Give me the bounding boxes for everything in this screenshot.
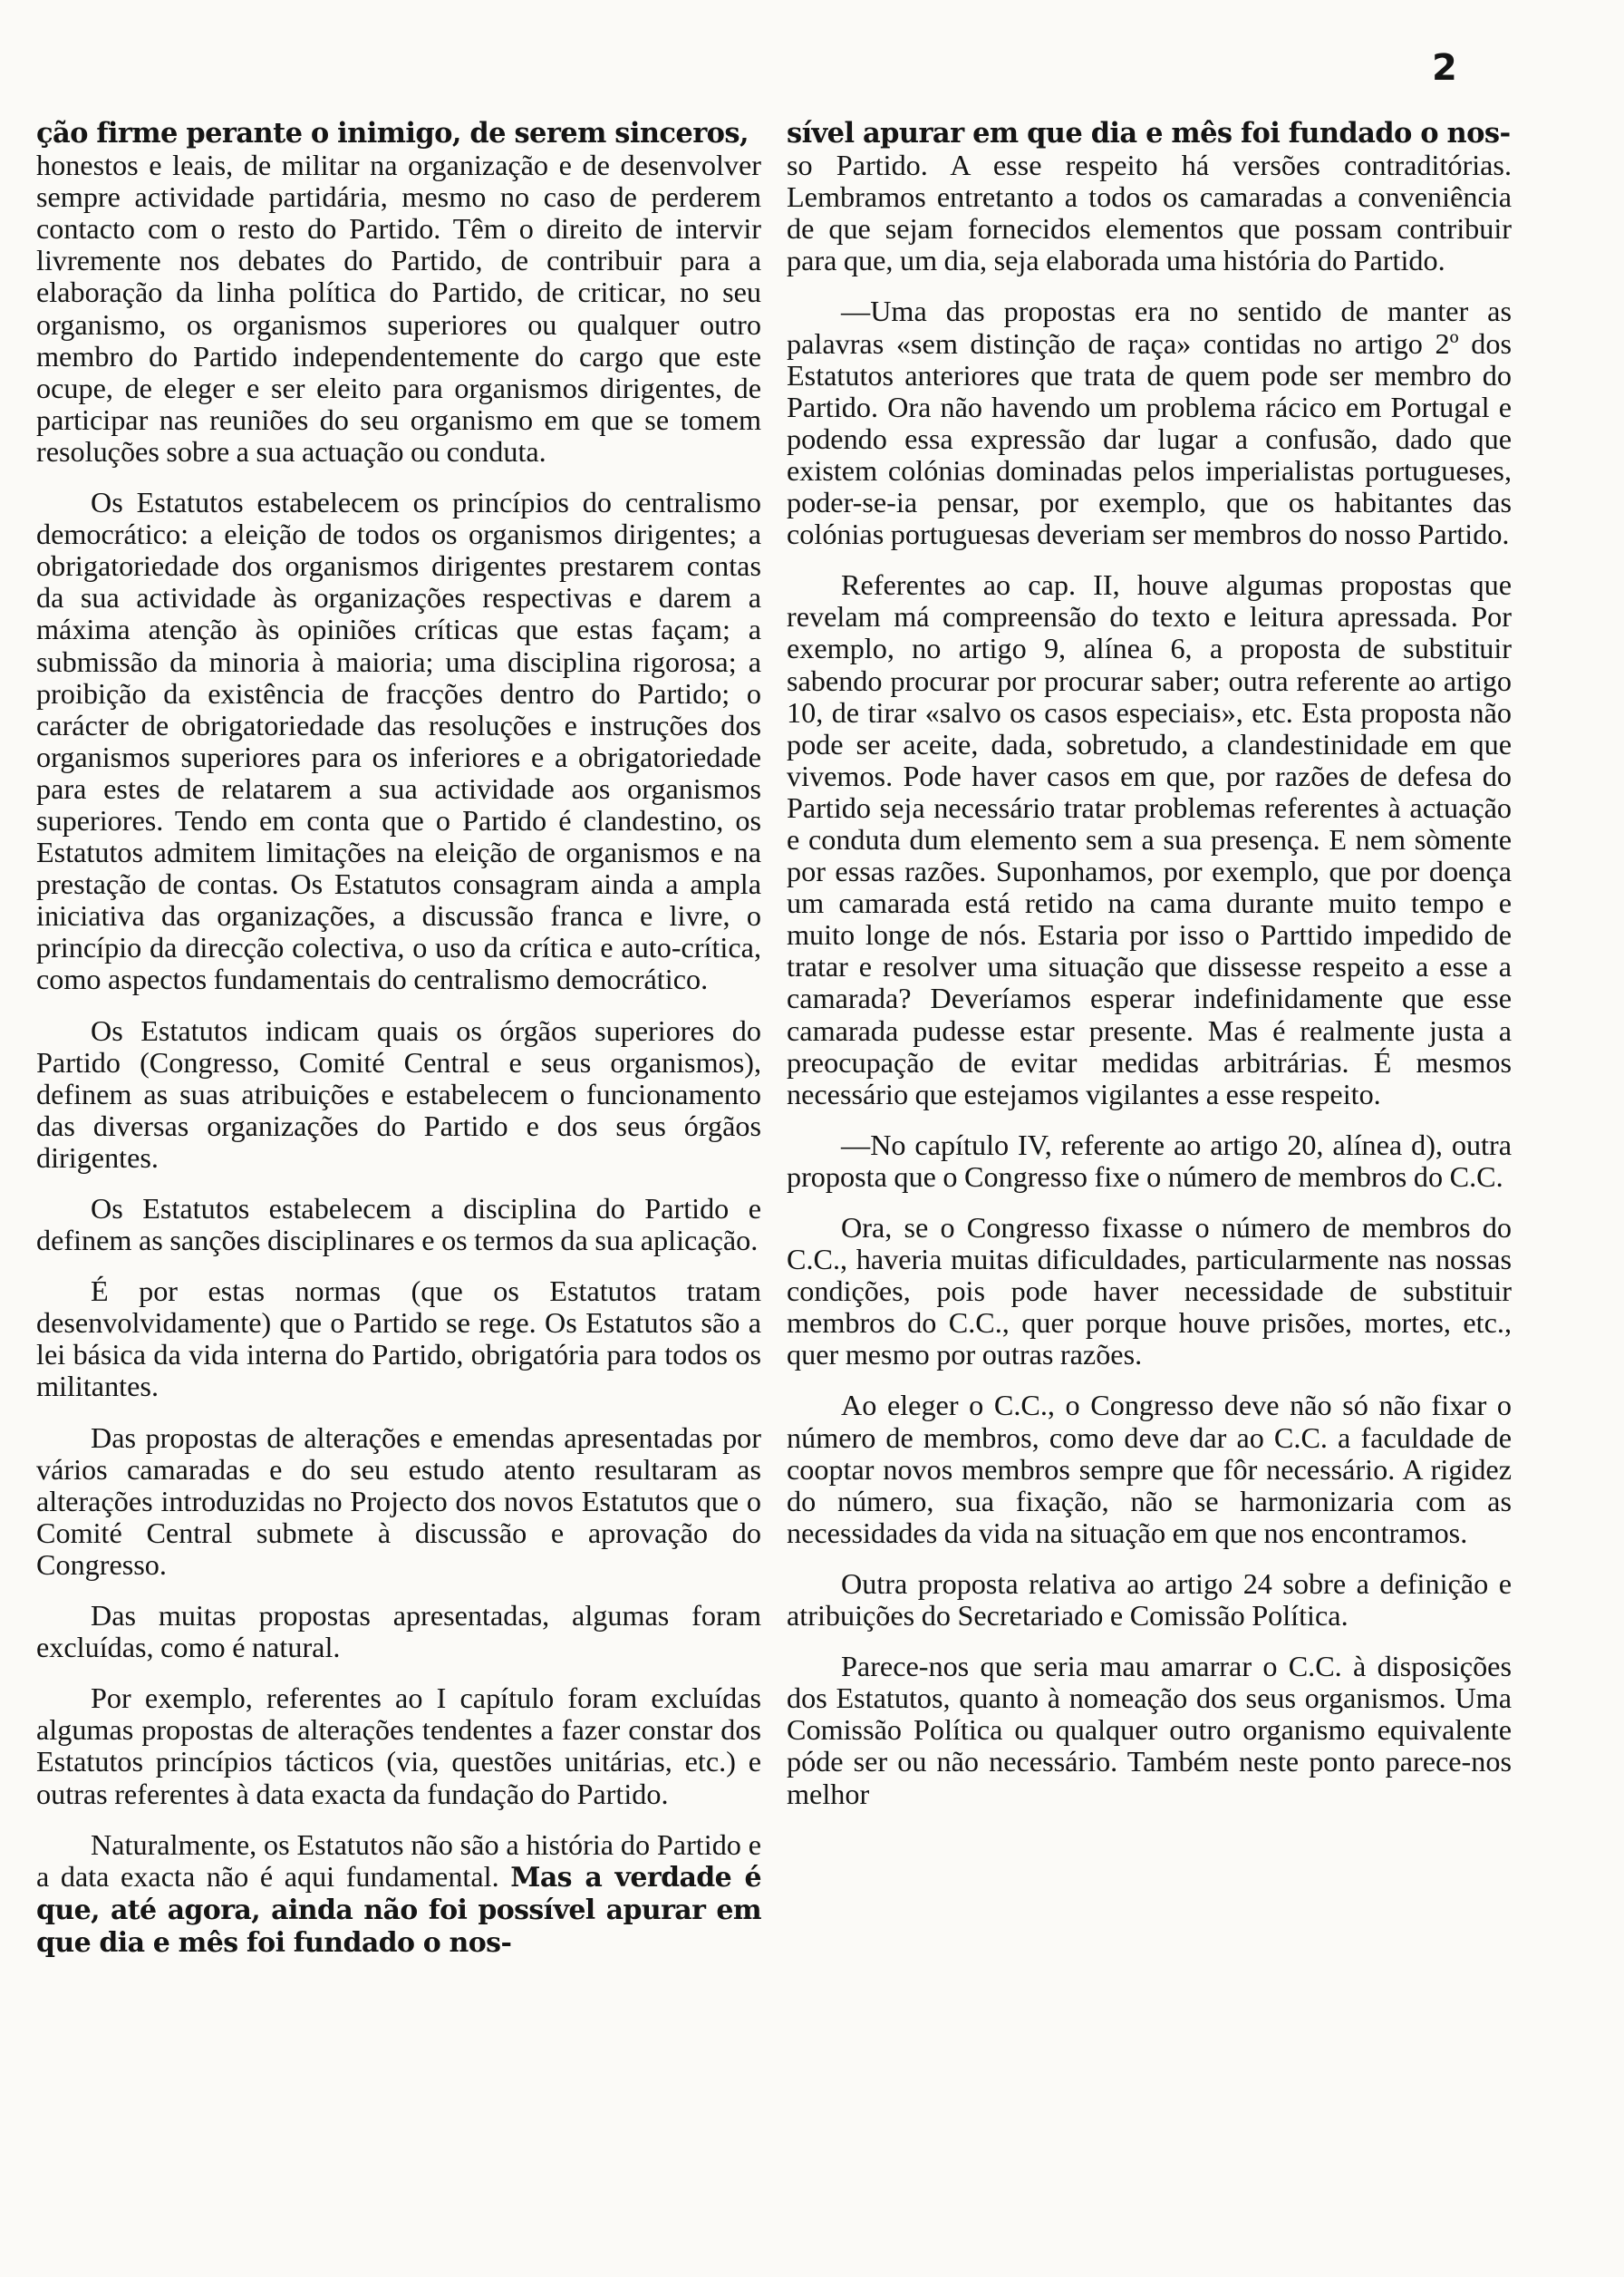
paragraph: É por estas normas (que os Estatutos tratam desenvolvidamente) que o Partido se rege. Os Estatutos são a lei básica da vida interna do Partido, obrigatória para todos os militantes. xyxy=(36,1274,761,1403)
paragraph: Os Estatutos estabelecem os princípios do centralismo democrático: a eleição de todos os organismos dirigentes; a obrigatoriedade dos organismos dirigentes prestarem contas da sua actividade às organizações respectivas e darem a máxima atenção às opiniões críticas que estas façam; a submissão da minoria à maioria; uma disciplina rigorosa; a proibição da existência de fracções dentro do Partido; o carácter de obrigatoriedade das resoluções e instruções dos organismos superiores para os inferiores e a obrigatoriedade para estes de relatarem a sua actividade aos organismos superiores. Tendo em conta que o Partido é clandestino, os Estatutos admitem limitações na eleição de organismos e na prestação de contas. Os Estatutos consagram ainda a ampla iniciativa das organizações, a discussão franca e livre, o princípio da direcção colectiva, o uso da crítica e auto-crítica, como aspectos fundamentais do centralismo democrático. xyxy=(36,486,761,996)
paragraph: Os Estatutos estabelecem a disciplina do Partido e definem as sanções disciplinares e os termos da sua aplicação. xyxy=(36,1192,761,1257)
paragraph: —No capítulo IV, referente ao artigo 20, alínea d), outra proposta que o Congresso fixe o número de membros do C.C. xyxy=(787,1128,1512,1193)
paragraph: so Partido. A esse respeito há versões contraditórias. Lembramos entretanto a todos os camaradas a conveniência de que sejam fornecidos elementos que possam contribuir para que, um dia, seja elaborada uma história do Partido. xyxy=(787,149,1512,277)
paragraph: Das muitas propostas apresentadas, algumas foram excluídas, como é natural. xyxy=(36,1599,761,1664)
paragraph: Os Estatutos indicam quais os órgãos superiores do Partido (Congresso, Comité Central e seus organismos), definem as suas atribuições e estabelecem o funcionamento das diversas organizações do Partido e dos seus órgãos dirigentes. xyxy=(36,1013,761,1174)
paragraph: honestos e leais, de militar na organização e de desenvolver sempre actividade partidária, mesmo no caso de perderem contacto com o resto do Partido. Têm o direito de intervir livremente nos debates do Partido, de contribuir para a elaboração da linha política do Partido, de criticar, no seu organismo, os organismos superiores ou qualquer outro membro do Partido independentemente do cargo que este ocupe, de eleger e ser eleito para organismos dirigentes, de participar nas reuniões do seu organismo em que se tomem resoluções sobre a sua actuação ou conduta. xyxy=(36,149,761,468)
paragraph xyxy=(36,1829,761,1959)
left-column xyxy=(36,118,761,1971)
paragraph: ção firme perante o inimigo, de serem sinceros, xyxy=(36,117,749,150)
paragraph: Outra proposta relativa ao artigo 24 sobre a definição e atribuições do Secretariado e Comissão Política. xyxy=(787,1566,1512,1633)
paragraph: Parece-nos que seria mau amarrar o C.C. à disposições dos Estatutos, quanto à nomeação dos seus organismos. Uma Comissão Política ou qualquer outro organismo equivalente póde ser ou não necessário. Também neste ponto parece-nos melhor xyxy=(787,1650,1512,1810)
paragraph: sível apurar em que dia e mês foi fundado o nos- xyxy=(787,117,1511,150)
right-column xyxy=(787,118,1512,1822)
paragraph: Das propostas de alterações e emendas apresentadas por vários camaradas e do seu estudo atento resultaram as alterações introduzidas no Projecto dos novos Estatutos que o Comité Central submete à discussão e aprovação do Congresso. xyxy=(36,1420,761,1581)
paragraph: Por exemplo, referentes ao I capítulo foram excluídas algumas propostas de alterações tendentes a fazer constar dos Estatutos princípios tácticos (via, questões unitárias, etc.) e outras referentes à data exacta da fundação do Partido. xyxy=(36,1681,761,1810)
paragraph: Referentes ao cap. II, houve algumas propostas que revelam má compreensão do texto e leitura apressada. Por exemplo, no artigo 9, alínea 6, a proposta de substituir sabendo procurar por procurar saber; outra referente ao artigo 10, de tirar «salvo os casos especiais», etc. Esta proposta não pode ser aceite, dada, sobretudo, a clandestinidade em que vivemos. Pode haver casos em que, por razões de defesa do Partido seja necessário tratar problemas referentes à actuação e conduta dum elemento sem a sua presença. E nem sòmente por essas razões. Suponhamos, por exemplo, que por doença um camarada está retido na cama durante muito tempo e muito longe de nós. Estaria por isso o Parttido impedido de tratar e resolver uma situação que dissesse respeito a esse a camarada? Deveríamos esperar indefinidamente que esse camarada pudesse estar presente. Mas é realmente justa a preocupação de evitar medidas arbitrárias. É mesmos necessário que estejamos vigilantes a esse respeito. xyxy=(787,568,1512,1110)
paragraph: Ao eleger o C.C., o Congresso deve não só não fixar o número de membros, como deve dar ao C.C. a faculdade de cooptar novos membros sempre que fôr necessário. A rigidez do número, sua fixação, não se harmonizaria com as necessidades da vida na situação em que nos encontramos. xyxy=(787,1389,1512,1549)
paragraph: Ora, se o Congresso fixasse o número de membros do C.C., haveria muitas dificuldades, particularmente nas nossas condições, pois pode haver necessidade de substituir membros do C.C., quer porque houve prisões, mortes, etc., quer mesmo por outras razões. xyxy=(787,1211,1512,1371)
paragraph-text: Naturalmente, os Estatutos não são a história do Partido e a data exacta não é aqui fundamental. xyxy=(36,1827,761,1893)
paragraph: —Uma das propostas era no sentido de manter as palavras «sem distinção de raça» contidas no artigo 2º dos Estatutos anteriores que trata de quem pode ser membro do Partido. Ora não havendo um problema rácico em Portugal e podendo essa expressão dar lugar a confusão, dado que existem colónias dominadas pelos imperialistas portugueses, poder-se-ia pensar, por exemplo, que os habitantes das colónias portuguesas deveriam ser membros do nosso Partido. xyxy=(787,295,1512,551)
page-number: 2 xyxy=(1432,47,1457,89)
paragraph-bold-text: Mas a verdade é que, até agora, ainda não foi possível apurar em que dia e mês foi fundado o nos- xyxy=(36,1861,762,1959)
